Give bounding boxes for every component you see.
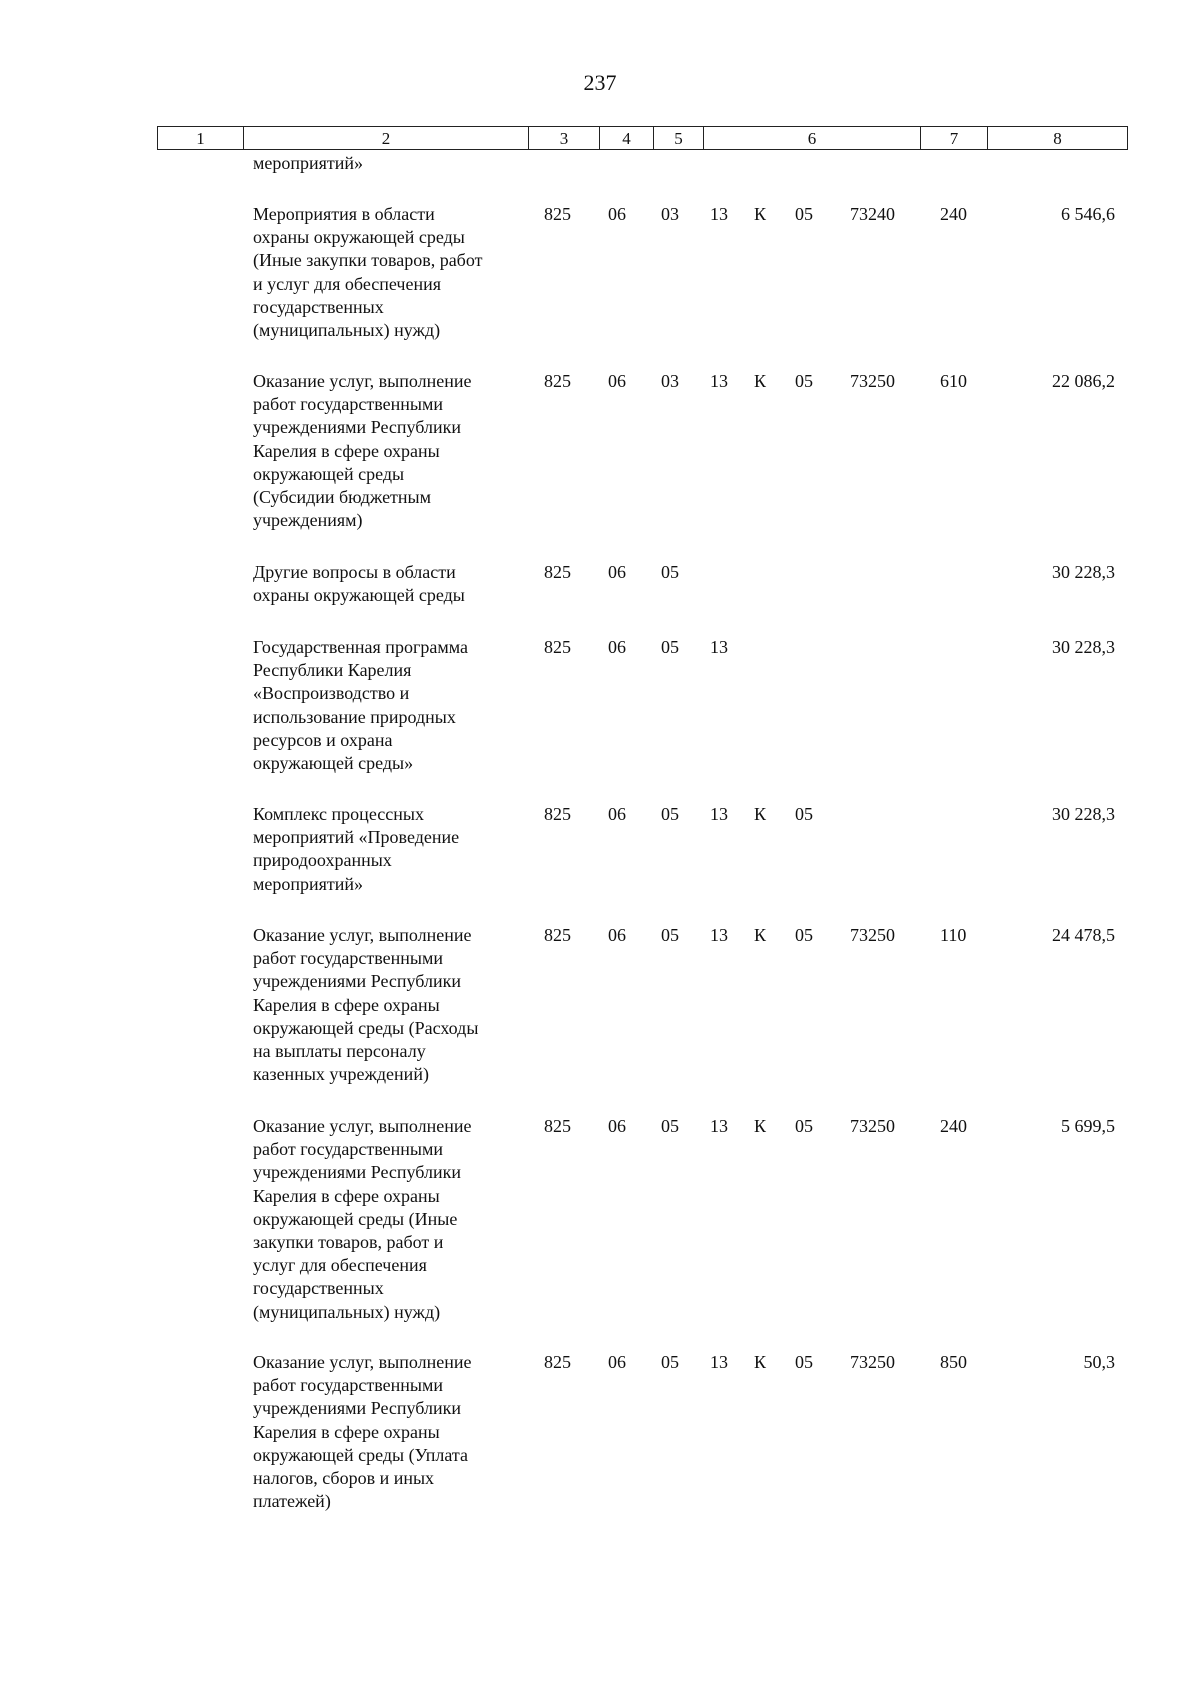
description-line: Государственная программа xyxy=(253,637,468,657)
column-header-8: 8 xyxy=(988,127,1128,150)
column-header-1: 1 xyxy=(158,127,244,150)
column-header-4: 4 xyxy=(600,127,654,150)
ministry-code: 825 xyxy=(544,1116,571,1136)
description-line: на выплаты персоналу xyxy=(253,1041,426,1062)
description-line: Оказание услуг, выполнение xyxy=(253,1352,472,1372)
amount: 30 228,3 xyxy=(1052,562,1115,582)
ministry-code: 825 xyxy=(544,1352,571,1372)
description-line: государственных xyxy=(253,1278,384,1299)
description-line: Республики Карелия xyxy=(253,660,412,681)
direction-code: 73250 xyxy=(850,925,895,945)
subsection-code: 05 xyxy=(661,637,679,657)
subsection-code: 05 xyxy=(661,1352,679,1372)
column-header-table xyxy=(157,126,1128,150)
description-line: (Иные закупки товаров, работ xyxy=(253,250,483,271)
section-code: 06 xyxy=(608,562,626,582)
description-line: работ государственными xyxy=(253,1139,444,1160)
description-line: услуг для обеспечения xyxy=(253,1255,427,1276)
program-code: 13 xyxy=(710,1352,728,1372)
description-line: платежей) xyxy=(253,1491,331,1512)
column-header-5: 5 xyxy=(654,127,704,150)
section-code: 06 xyxy=(608,371,626,391)
amount: 22 086,2 xyxy=(1052,371,1115,391)
description-line: мероприятий «Проведение xyxy=(253,827,460,848)
description-line: Оказание услуг, выполнение xyxy=(253,1116,472,1136)
section-code: 06 xyxy=(608,637,626,657)
description-line: использование природных xyxy=(253,706,456,727)
row-description xyxy=(253,152,523,175)
subsection-code: 05 xyxy=(661,804,679,824)
subprogram-code: 05 xyxy=(795,925,813,945)
program-code: 13 xyxy=(710,1116,728,1136)
program-type-code: К xyxy=(754,371,767,391)
program-code: 13 xyxy=(710,371,728,391)
program-code: 13 xyxy=(710,637,728,657)
description-line: Комплекс процессных xyxy=(253,804,424,824)
column-header-row xyxy=(158,127,1128,150)
amount: 6 546,6 xyxy=(1061,204,1115,224)
column-header-3: 3 xyxy=(529,127,600,150)
subprogram-code: 05 xyxy=(795,1116,813,1136)
description-line: окружающей среды xyxy=(253,463,405,484)
description-line: учреждениями Республики xyxy=(253,417,461,438)
direction-code: 73250 xyxy=(850,371,895,391)
section-code: 06 xyxy=(608,925,626,945)
description-line: казенных учреждений) xyxy=(253,1064,429,1085)
page-number: 237 xyxy=(583,70,617,95)
description-line: учреждениям) xyxy=(253,510,363,531)
section-code: 06 xyxy=(608,1352,626,1372)
expense-type-code: 110 xyxy=(940,925,967,945)
description-line: окружающей среды» xyxy=(253,753,414,774)
direction-code: 73240 xyxy=(850,204,895,224)
amount: 5 699,5 xyxy=(1061,1116,1115,1136)
description-line: Другие вопросы в области xyxy=(253,562,456,582)
description-line: государственных xyxy=(253,296,384,317)
ministry-code: 825 xyxy=(544,637,571,657)
description-line: учреждениями Республики xyxy=(253,1162,461,1183)
description-line: Карелия в сфере охраны xyxy=(253,994,440,1015)
expense-type-code: 240 xyxy=(940,1116,967,1136)
description-line: Оказание услуг, выполнение xyxy=(253,371,472,391)
program-type-code: К xyxy=(754,925,767,945)
column-header-2: 2 xyxy=(244,127,529,150)
subsection-code: 05 xyxy=(661,925,679,945)
direction-code: 73250 xyxy=(850,1116,895,1136)
section-code: 06 xyxy=(608,1116,626,1136)
description-line: закупки товаров, работ и xyxy=(253,1232,444,1253)
row-description xyxy=(253,1115,523,1324)
row-description xyxy=(253,636,523,775)
program-type-code: К xyxy=(754,804,767,824)
description-line: охраны окружающей среды xyxy=(253,585,465,606)
direction-code: 73250 xyxy=(850,1352,895,1372)
program-code: 13 xyxy=(710,204,728,224)
description-line: ресурсов и охрана xyxy=(253,729,393,750)
ministry-code: 825 xyxy=(544,371,571,391)
section-code: 06 xyxy=(608,804,626,824)
column-header-7: 7 xyxy=(921,127,988,150)
row-description xyxy=(253,803,523,896)
subprogram-code: 05 xyxy=(795,204,813,224)
row-description xyxy=(253,924,523,1086)
subprogram-code: 05 xyxy=(795,371,813,391)
program-type-code: К xyxy=(754,204,767,224)
description-line: налогов, сборов и иных xyxy=(253,1468,435,1489)
section-code: 06 xyxy=(608,204,626,224)
description-line: Карелия в сфере охраны xyxy=(253,1185,440,1206)
program-type-code: К xyxy=(754,1116,767,1136)
amount: 24 478,5 xyxy=(1052,925,1115,945)
description-line: охраны окружающей среды xyxy=(253,227,465,248)
amount: 50,3 xyxy=(1083,1352,1115,1372)
program-code: 13 xyxy=(710,925,728,945)
subsection-code: 05 xyxy=(661,562,679,582)
description-line: работ государственными xyxy=(253,948,444,969)
description-line: «Воспроизводство и xyxy=(253,683,410,704)
expense-type-code: 850 xyxy=(940,1352,967,1372)
description-line: мероприятий» xyxy=(253,873,364,894)
row-description xyxy=(253,203,523,342)
description-line: Оказание услуг, выполнение xyxy=(253,925,472,945)
amount: 30 228,3 xyxy=(1052,804,1115,824)
ministry-code: 825 xyxy=(544,925,571,945)
description-line: мероприятий» xyxy=(253,153,364,173)
ministry-code: 825 xyxy=(544,204,571,224)
description-line: окружающей среды (Уплата xyxy=(253,1444,468,1465)
ministry-code: 825 xyxy=(544,562,571,582)
description-line: окружающей среды (Расходы xyxy=(253,1017,479,1038)
description-line: работ государственными xyxy=(253,1375,444,1396)
column-header-6: 6 xyxy=(704,127,921,150)
expense-type-code: 240 xyxy=(940,204,967,224)
subsection-code: 05 xyxy=(661,1116,679,1136)
amount: 30 228,3 xyxy=(1052,637,1115,657)
subprogram-code: 05 xyxy=(795,1352,813,1372)
program-code: 13 xyxy=(710,804,728,824)
description-line: Карелия в сфере охраны xyxy=(253,440,440,461)
program-type-code: К xyxy=(754,1352,767,1372)
row-description xyxy=(253,370,523,532)
description-line: природоохранных xyxy=(253,850,392,871)
description-line: и услуг для обеспечения xyxy=(253,273,442,294)
description-line: учреждениями Республики xyxy=(253,1398,461,1419)
description-line: окружающей среды (Иные xyxy=(253,1208,458,1229)
subsection-code: 03 xyxy=(661,371,679,391)
subsection-code: 03 xyxy=(661,204,679,224)
expense-type-code: 610 xyxy=(940,371,967,391)
description-line: учреждениями Республики xyxy=(253,971,461,992)
description-line: (Субсидии бюджетным xyxy=(253,487,432,508)
row-description xyxy=(253,561,523,607)
subprogram-code: 05 xyxy=(795,804,813,824)
ministry-code: 825 xyxy=(544,804,571,824)
description-line: Мероприятия в области xyxy=(253,204,435,224)
row-description xyxy=(253,1351,523,1513)
description-line: Карелия в сфере охраны xyxy=(253,1421,440,1442)
description-line: работ государственными xyxy=(253,394,444,415)
description-line: (муниципальных) нужд) xyxy=(253,1301,441,1322)
description-line: (муниципальных) нужд) xyxy=(253,320,441,341)
